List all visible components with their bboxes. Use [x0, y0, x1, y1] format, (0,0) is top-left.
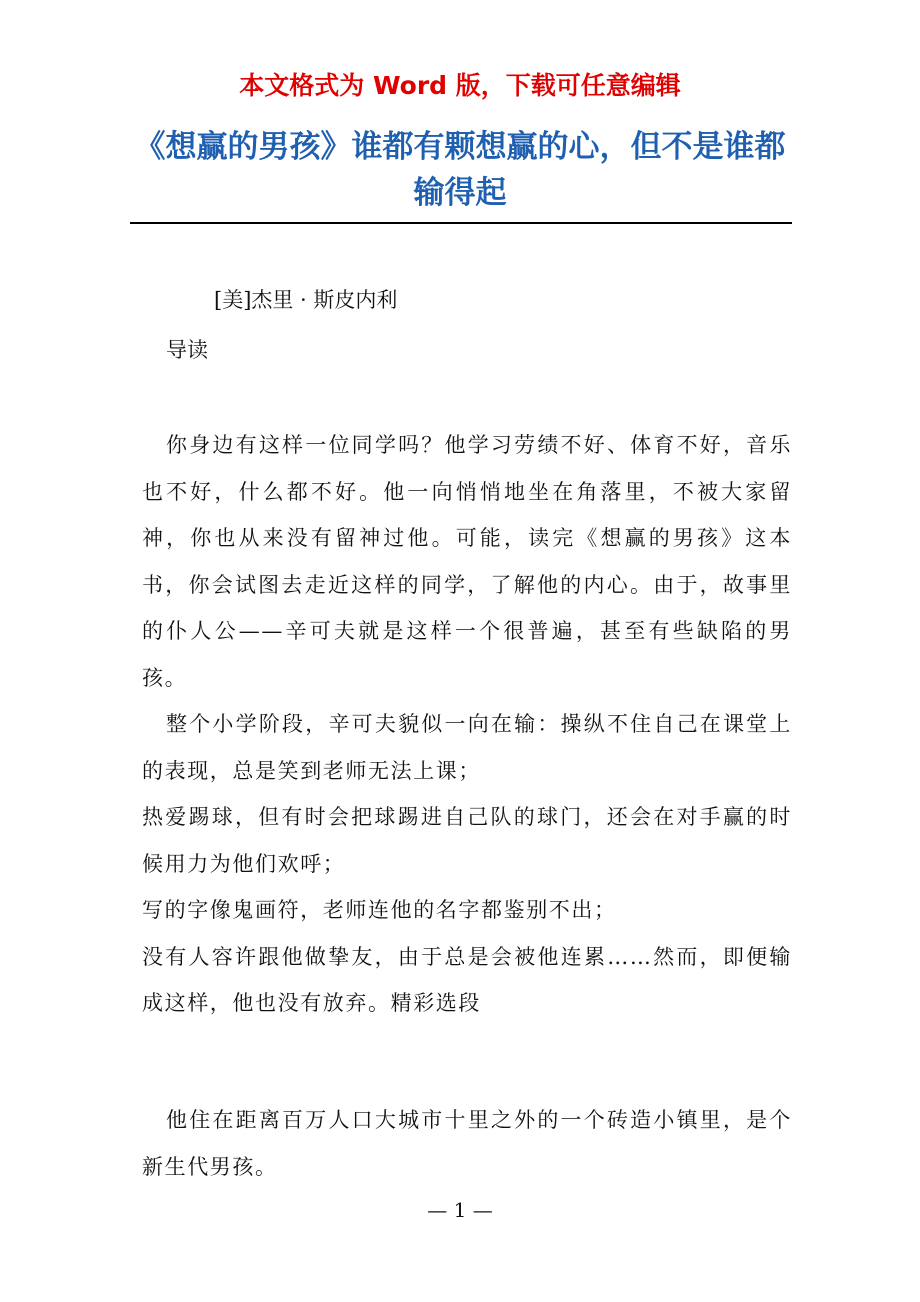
document-title: 《想赢的男孩》谁都有颗想赢的心，但不是谁都输得起	[134, 129, 786, 211]
excerpt-body	[142, 1097, 792, 1190]
paragraph: 你身边有这样一位同学吗？他学习劳绩不好、体育不好，音乐也不好，什么都不好。他一向悄悄地坐在角落里，不被大家留神，你也从来没有留神过他。可能，读完《想赢的男孩》这本书，你会试图去走近这样的同学，了解他的内心。由于，故事里的仆人公——辛可夫就是这样一个很普遍，甚至有些缺陷的男孩。	[142, 433, 792, 690]
introduction-body	[142, 422, 792, 1027]
paragraph: 没有人容许跟他做挚友，由于总是会被他连累……然而，即便输成这样，他也没有放弃。精彩选段	[142, 944, 792, 1015]
section-label-introduction: 导读	[166, 338, 208, 362]
title-divider	[130, 222, 792, 224]
paragraph: 写的字像鬼画符，老师连他的名字都鉴别不出；	[142, 898, 617, 922]
format-banner: 本文格式为 Word 版，下载可任意编辑	[239, 71, 681, 100]
author-line: [美]杰里 · 斯皮内利	[214, 288, 398, 312]
page-number: — 1 —	[427, 1198, 493, 1222]
paragraph: 他住在距离百万人口大城市十里之外的一个砖造小镇里，是个新生代男孩。	[142, 1108, 792, 1179]
paragraph: 整个小学阶段，辛可夫貌似一向在输：操纵不住自己在课堂上的表现，总是笑到老师无法上课；	[142, 712, 792, 783]
paragraph: 热爱踢球，但有时会把球踢进自己队的球门，还会在对手赢的时候用力为他们欢呼；	[142, 805, 792, 876]
